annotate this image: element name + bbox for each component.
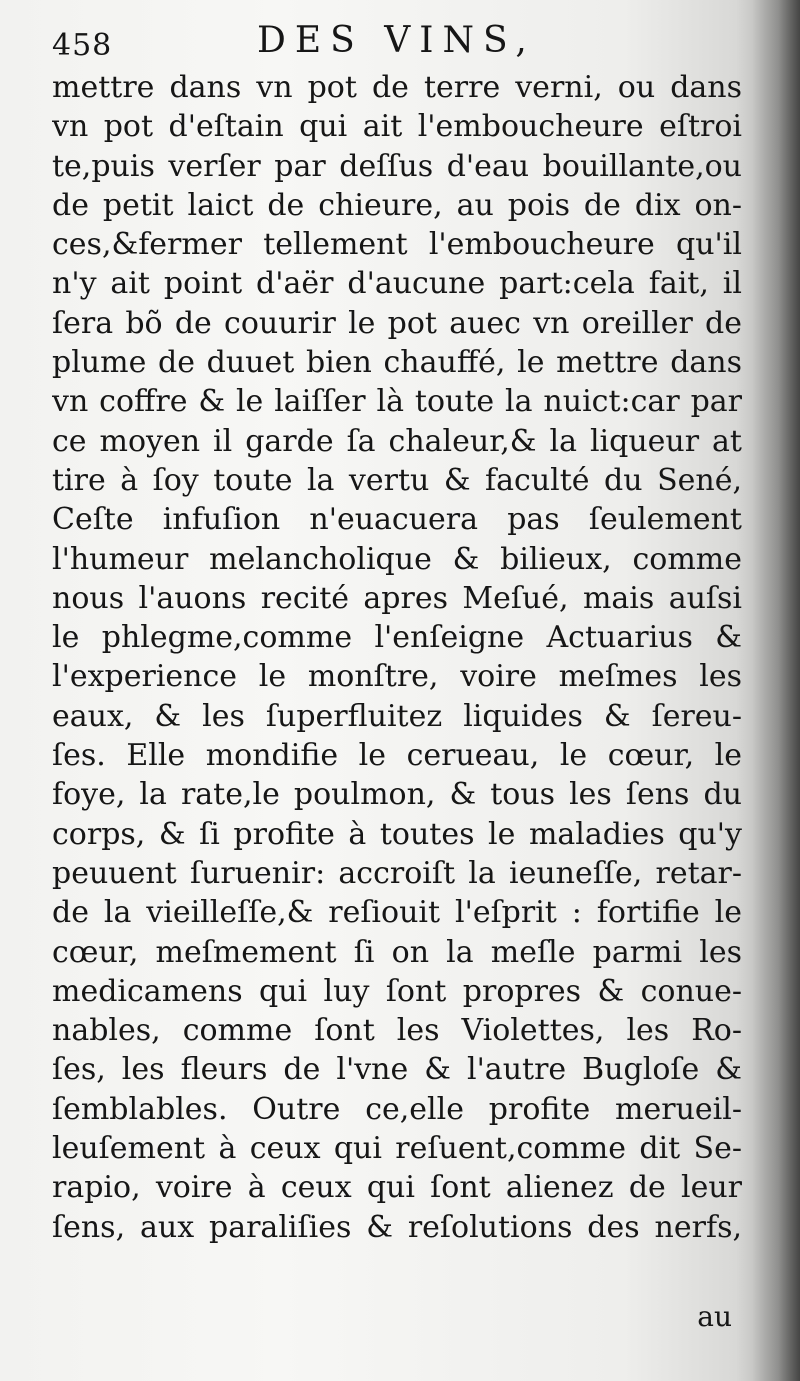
text-line: peuuent ſuruenir: accroiſt la ieuneſſe, retar- — [52, 855, 742, 891]
text-line: vn coffre & le laiſſer là toute la nuict:car par — [52, 384, 742, 420]
text-line: ces,&fermer tellement l'emboucheure qu'il — [52, 227, 742, 263]
text-line: mettre dans vn pot de terre verni, ou dans — [52, 70, 742, 105]
text-line: tire à ſoy toute la vertu & faculté du Sené, — [52, 462, 742, 498]
text-line: de la vieilleſſe,& reſiouit l'eſprit : fortifie le — [52, 895, 742, 931]
text-line: nables, comme ſont les Violettes, les Ro- — [52, 1013, 742, 1049]
body-text — [52, 68, 742, 1247]
text-line: ſemblables. Outre ce,elle profite merueil- — [52, 1091, 742, 1127]
text-line: l'humeur melancholique & bilieux, comme — [52, 541, 742, 577]
text-line: eaux, & les ſuperfluitez liquides & ſereu- — [52, 698, 742, 734]
text-line: n'y ait point d'aër d'aucune part:cela fait, il — [52, 266, 742, 302]
text-line: foye, la rate,le poulmon, & tous les ſens du — [52, 777, 742, 813]
text-line: le phlegme,comme l'enſeigne Actuarius & — [52, 620, 742, 656]
page-number: 458 — [52, 28, 113, 63]
text-line: corps, & ſi profite à toutes le maladies qu'y — [52, 816, 742, 852]
text-line: ſens, aux paraliſies & reſolutions des nerfs, — [52, 1209, 742, 1245]
text-line: medicamens qui luy ſont propres & conue- — [52, 973, 742, 1009]
text-line: vn pot d'eſtain qui ait l'emboucheure eſtroi — [52, 109, 742, 145]
catchword: au — [697, 1300, 732, 1333]
text-line: rapio, voire à ceux qui ſont alienez de leur — [52, 1170, 742, 1206]
text-line: Ceſte infuſion n'euacuera pas ſeulement — [52, 502, 742, 538]
text-line: leuſement à ceux qui reſuent,comme dit Se- — [52, 1131, 742, 1167]
running-head: DES VINS, — [257, 20, 536, 61]
text-line: ſes. Elle mondifie le cerueau, le cœur, le — [52, 738, 742, 774]
text-line: ſes, les fleurs de l'vne & l'autre Bugloſe & — [52, 1052, 742, 1088]
page-gutter-shadow — [752, 0, 800, 1381]
page-header — [52, 18, 742, 68]
text-line: ſera bõ de couurir le pot auec vn oreiller de — [52, 305, 742, 341]
text-line: de petit laict de chieure, au pois de dix on- — [52, 187, 742, 223]
text-line: plume de duuet bien chauffé, le mettre dans — [52, 345, 742, 381]
text-line: ce moyen il garde ſa chaleur,& la liqueur at — [52, 423, 742, 459]
text-line: te,puis verſer par deſſus d'eau bouillante,ou — [52, 148, 742, 184]
text-line: cœur, meſmement ſi on la meſle parmi les — [52, 934, 742, 970]
text-line: nous l'auons recité apres Meſué, mais auſsi — [52, 580, 742, 616]
text-line: l'experience le monſtre, voire meſmes les — [52, 659, 742, 695]
